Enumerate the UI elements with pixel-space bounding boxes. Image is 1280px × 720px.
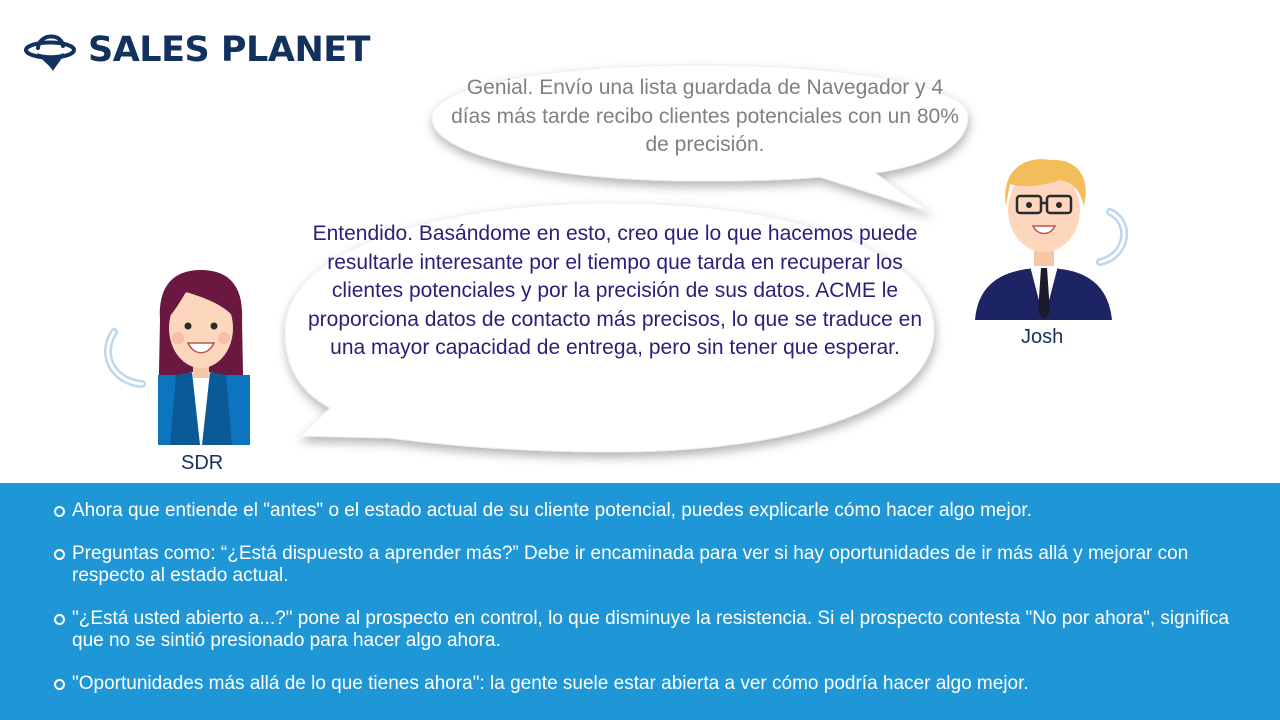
tips-list xyxy=(54,500,1234,695)
list-item: "¿Está usted abierto a...?" pone al prospecto en control, lo que disminuye la resistencia. Si el prospecto contesta "No por ahora", significa que no se sintió presionado para hacer algo ahora. xyxy=(54,608,1234,652)
list-item: Ahora que entiende el "antes" o el estado actual de su cliente potencial, puedes explicarle cómo hacer algo mejor. xyxy=(54,500,1234,522)
sdr-name-label: SDR xyxy=(181,452,224,474)
list-item: "Oportunidades más allá de lo que tienes ahora": la gente suele estar abierta a ver cómo podría hacer algo mejor. xyxy=(54,673,1234,695)
josh-avatar xyxy=(975,159,1124,320)
josh-name-label: Josh xyxy=(1021,326,1064,348)
sdr-avatar xyxy=(108,270,250,445)
josh-speech-text: Genial. Envío una lista guardada de Navegador y 4 días más tarde recibo clientes potenciales con un 80% de precisión. xyxy=(451,76,959,156)
list-item: Preguntas como: “¿Está dispuesto a aprender más?” Debe ir encaminada para ver si hay oportunidades de ir más allá y mejorar con respecto al estado actual. xyxy=(54,543,1234,587)
tips-panel xyxy=(0,483,1280,720)
sdr-speech-text: Entendido. Basándome en esto, creo que lo que hacemos puede resultarle interesante por el tiempo que tarda en recuperar los clientes potenciales y por la precisión de sus datos. ACME le proporciona datos de contacto más precisos, lo que se traduce en una mayor capacidad de entrega, pero sin tener que esperar. xyxy=(307,222,923,359)
brand-name: SALES PLANET xyxy=(88,30,371,70)
